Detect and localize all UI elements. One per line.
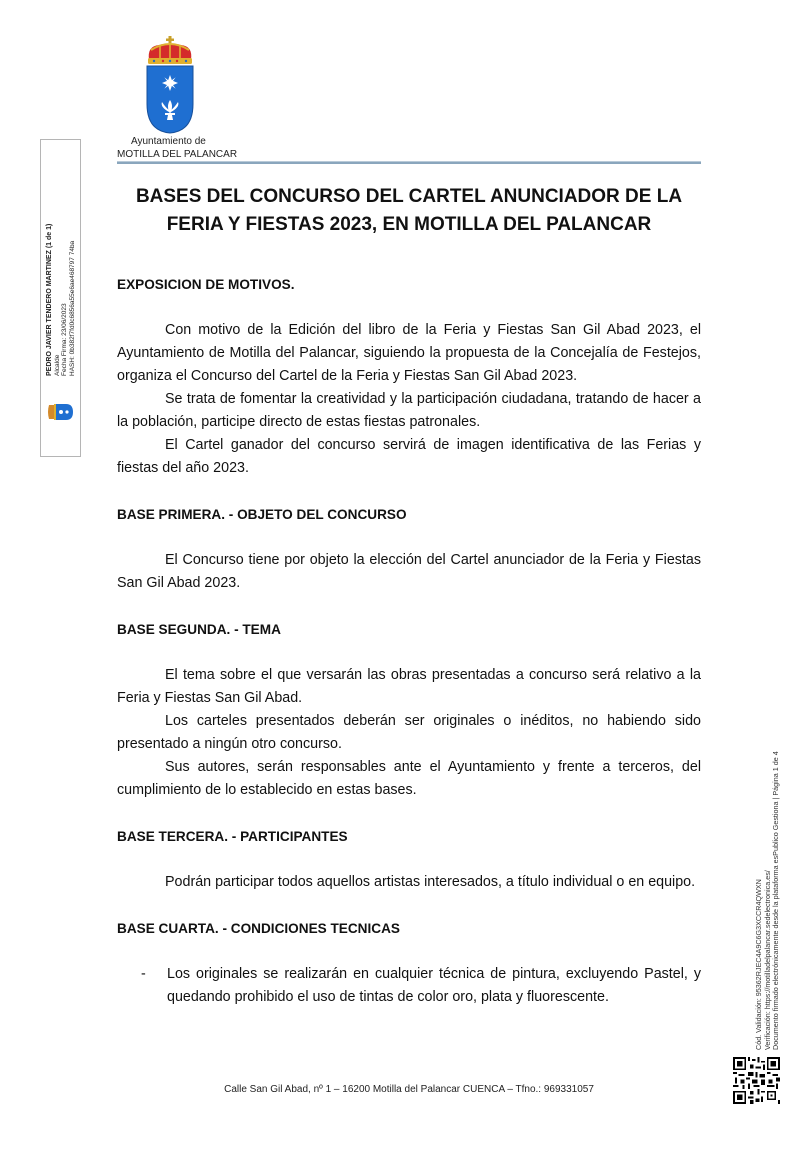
paragraph: Sus autores, serán responsables ante el Ayuntamiento y frente a terceros, del cumplimiento de lo establecido en estas bases. bbox=[117, 759, 701, 798]
paragraph: Se trata de fomentar la creatividad y la participación ciudadana, tratando de hacer a la población, participe directo de estas fiestas patronales. bbox=[117, 391, 701, 430]
section-heading: BASE SEGUNDA. - TEMA bbox=[117, 622, 281, 637]
document-body bbox=[117, 273, 701, 1009]
header-divider bbox=[117, 161, 701, 164]
section-heading: BASE CUARTA. - CONDICIONES TECNICAS bbox=[117, 921, 400, 936]
signature-hash: HASH: 0b382f7fd0c6856a55e6ae468797 74ba bbox=[68, 240, 76, 376]
section-heading: BASE PRIMERA. - OBJETO DEL CONCURSO bbox=[117, 507, 407, 522]
paragraph: Con motivo de la Edición del libro de la Feria y Fiestas San Gil Abad 2023, el Ayuntamiento de Motilla del Palancar, siguiendo la propuesta de la Concejalía de Festejos, organiza el Concurso del Cartel de la Feria y Fiestas San Gil Abad 2023. bbox=[117, 322, 701, 384]
list-item bbox=[117, 963, 701, 1009]
signer-role: Alcalde bbox=[53, 354, 61, 376]
signature-text bbox=[46, 224, 76, 376]
document-title-line1: BASES DEL CONCURSO DEL CARTEL ANUNCIADOR DE LA bbox=[135, 186, 683, 207]
section-heading: EXPOSICION DE MOTIVOS. bbox=[117, 277, 295, 292]
document-title-line2: FERIA Y FIESTAS 2023, EN MOTILLA DEL PALANCAR bbox=[166, 214, 652, 235]
paragraph: Los carteles presentados deberán ser originales o inéditos, no habiendo sido presentado a ningún otro concurso. bbox=[117, 713, 701, 752]
validation-code: Cód. Validación: 95362RJEC4A9C6G3XCCR4QWXN bbox=[754, 879, 763, 1050]
coat-of-arms-icon bbox=[143, 36, 197, 136]
mini-coat-of-arms-icon bbox=[47, 401, 73, 423]
validation-text bbox=[755, 751, 781, 1050]
paragraph: El Concurso tiene por objeto la elección del Cartel anunciador de la Feria y Fiestas San Gil Abad 2023. bbox=[117, 552, 701, 591]
paragraph: Podrán participar todos aquellos artistas interesados, a título individual o en equipo. bbox=[165, 874, 696, 890]
paragraph: El Cartel ganador del concurso servirá de imagen identificativa de las Ferias y fiestas del año 2023. bbox=[117, 437, 701, 476]
organization-name-line1: Ayuntamiento de bbox=[131, 136, 206, 147]
section-heading: BASE TERCERA. - PARTICIPANTES bbox=[117, 829, 348, 844]
signer-name: PEDRO JAVIER TENDERO MARTINEZ (1 de 1) bbox=[46, 223, 53, 376]
footer-address: Calle San Gil Abad, nº 1 – 16200 Motilla del Palancar CUENCA – Tfno.: 969331057 bbox=[224, 1084, 594, 1095]
signature-date: Fecha Firma: 23/06/2023 bbox=[61, 303, 68, 376]
paragraph: El tema sobre el que versarán las obras presentadas a concurso será relativo a la Feria y Fiestas San Gil Abad. bbox=[117, 667, 701, 706]
qr-code-icon[interactable] bbox=[733, 1057, 780, 1104]
signed-document-note: Documento firmado electrónicamente desde la plataforma esPublico Gestiona | Página 1 de 4 bbox=[771, 751, 781, 1050]
list-item-text: Los originales se realizarán en cualquier técnica de pintura, excluyendo Pastel, y quedando prohibido el uso de tintas de color oro, plata y fluorescente. bbox=[167, 966, 701, 1005]
organization-name-line2: MOTILLA DEL PALANCAR bbox=[117, 149, 238, 160]
verification-url[interactable]: Verificación: https://motilladelpalancar.sedelectronica.es/ bbox=[762, 870, 772, 1050]
document-title bbox=[117, 183, 701, 239]
bullet-dash: - bbox=[141, 966, 146, 982]
